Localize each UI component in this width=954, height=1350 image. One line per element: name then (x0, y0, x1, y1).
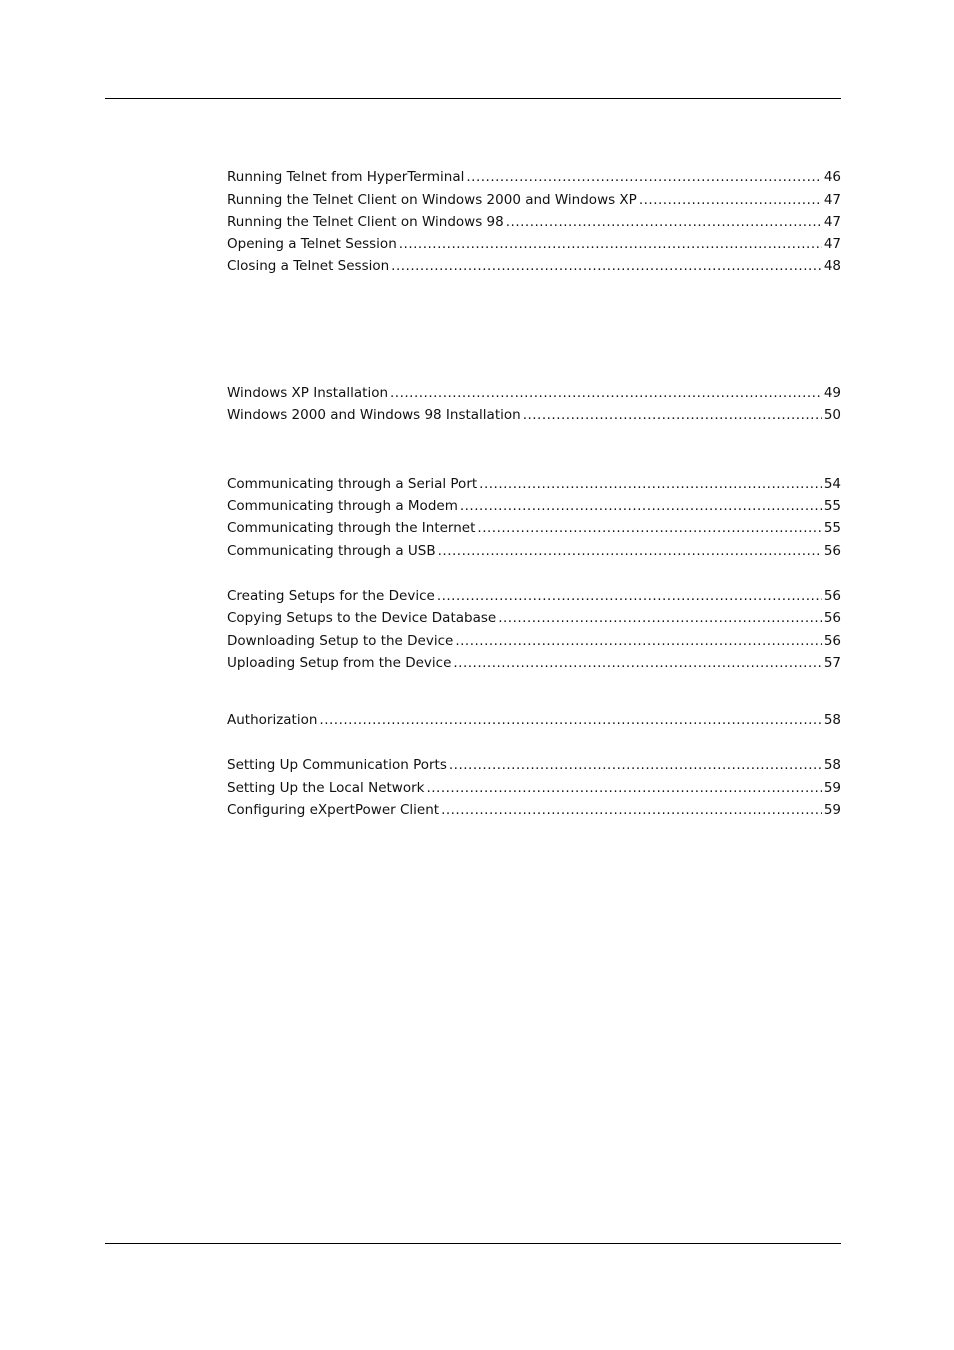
toc-entry-page: 55 (823, 498, 841, 514)
toc-entry[interactable] (227, 653, 841, 673)
toc-entry-title: Windows 2000 and Windows 98 Installation (227, 407, 521, 423)
toc-entry-title: Downloading Setup to the Device (227, 633, 454, 649)
toc-entry-title: Running the Telnet Client on Windows 2000 and Windows XP (227, 192, 637, 208)
toc-dot-leader (506, 212, 822, 232)
toc-dot-leader (438, 541, 822, 561)
toc-entry-title: Running Telnet from HyperTerminal (227, 169, 465, 185)
toc-entry-page: 59 (823, 802, 841, 818)
toc-entry[interactable] (227, 474, 841, 494)
toc-entry-page: 46 (823, 169, 841, 185)
toc-entry[interactable] (227, 234, 841, 254)
toc-dot-leader (498, 608, 822, 628)
toc-dot-leader (479, 474, 822, 494)
toc-entry-page: 58 (823, 757, 841, 773)
toc-entry[interactable] (227, 800, 841, 820)
toc-entry-page: 47 (823, 192, 841, 208)
toc-dot-leader (437, 586, 822, 606)
toc-entry[interactable] (227, 496, 841, 516)
toc-dot-leader (319, 710, 821, 730)
toc-dot-leader (426, 778, 821, 798)
toc-entry[interactable] (227, 710, 841, 730)
toc-entry-page: 58 (823, 712, 841, 728)
toc-entry-page: 50 (823, 407, 841, 423)
toc-entry-title: Windows XP Installation (227, 385, 389, 401)
toc-entry-title: Copying Setups to the Device Database (227, 610, 497, 626)
toc-dot-leader (441, 800, 822, 820)
toc-entry-page: 56 (823, 610, 841, 626)
toc-entry-title: Communicating through the Internet (227, 520, 476, 536)
toc-entry-title: Authorization (227, 712, 318, 728)
toc-entry-title: Setting Up Communication Ports (227, 757, 447, 773)
toc-dot-leader (455, 631, 821, 651)
toc-entry[interactable] (227, 608, 841, 628)
toc-dot-leader (466, 167, 821, 187)
toc-entry-title: Closing a Telnet Session (227, 258, 390, 274)
toc-entry-page: 47 (823, 236, 841, 252)
toc-entry-title: Opening a Telnet Session (227, 236, 397, 252)
toc-entry[interactable] (227, 541, 841, 561)
toc-entry[interactable] (227, 383, 841, 403)
toc-entry-page: 49 (823, 385, 841, 401)
header-rule (105, 98, 841, 99)
toc-entry-page: 56 (823, 588, 841, 604)
toc-entry-page: 56 (823, 543, 841, 559)
toc-entry-title: Communicating through a USB (227, 543, 436, 559)
toc-dot-leader (477, 518, 821, 538)
toc-entry-title: Creating Setups for the Device (227, 588, 435, 604)
toc-entry[interactable] (227, 631, 841, 651)
toc-entry[interactable] (227, 405, 841, 425)
toc-entry-page: 56 (823, 633, 841, 649)
toc-entry-title: Uploading Setup from the Device (227, 655, 452, 671)
toc-entry-title: Setting Up the Local Network (227, 780, 425, 796)
toc-dot-leader (449, 755, 822, 775)
toc-entry-page: 55 (823, 520, 841, 536)
toc-entry-page: 57 (823, 655, 841, 671)
toc-dot-leader (390, 383, 822, 403)
toc-entry[interactable] (227, 755, 841, 775)
toc-dot-leader (453, 653, 821, 673)
toc-entry-title: Communicating through a Serial Port (227, 476, 478, 492)
toc-entry-title: Communicating through a Modem (227, 498, 458, 514)
toc-dot-leader (523, 405, 822, 425)
toc-dot-leader (399, 234, 822, 254)
toc-entry[interactable] (227, 778, 841, 798)
toc-dot-leader (391, 256, 822, 276)
toc-entry[interactable] (227, 518, 841, 538)
toc-dot-leader (639, 190, 822, 210)
toc-entry-page: 59 (823, 780, 841, 796)
toc-entry[interactable] (227, 190, 841, 210)
toc-entry-page: 48 (823, 258, 841, 274)
footer-rule (105, 1243, 841, 1244)
toc-dot-leader (460, 496, 822, 516)
toc-entry[interactable] (227, 212, 841, 232)
toc-entry[interactable] (227, 256, 841, 276)
toc-entry-title: Running the Telnet Client on Windows 98 (227, 214, 504, 230)
toc-entry[interactable] (227, 167, 841, 187)
toc-entry-page: 54 (823, 476, 841, 492)
toc-entry-page: 47 (823, 214, 841, 230)
toc-entry-title: Configuring eXpertPower Client (227, 802, 440, 818)
toc-entry[interactable] (227, 586, 841, 606)
